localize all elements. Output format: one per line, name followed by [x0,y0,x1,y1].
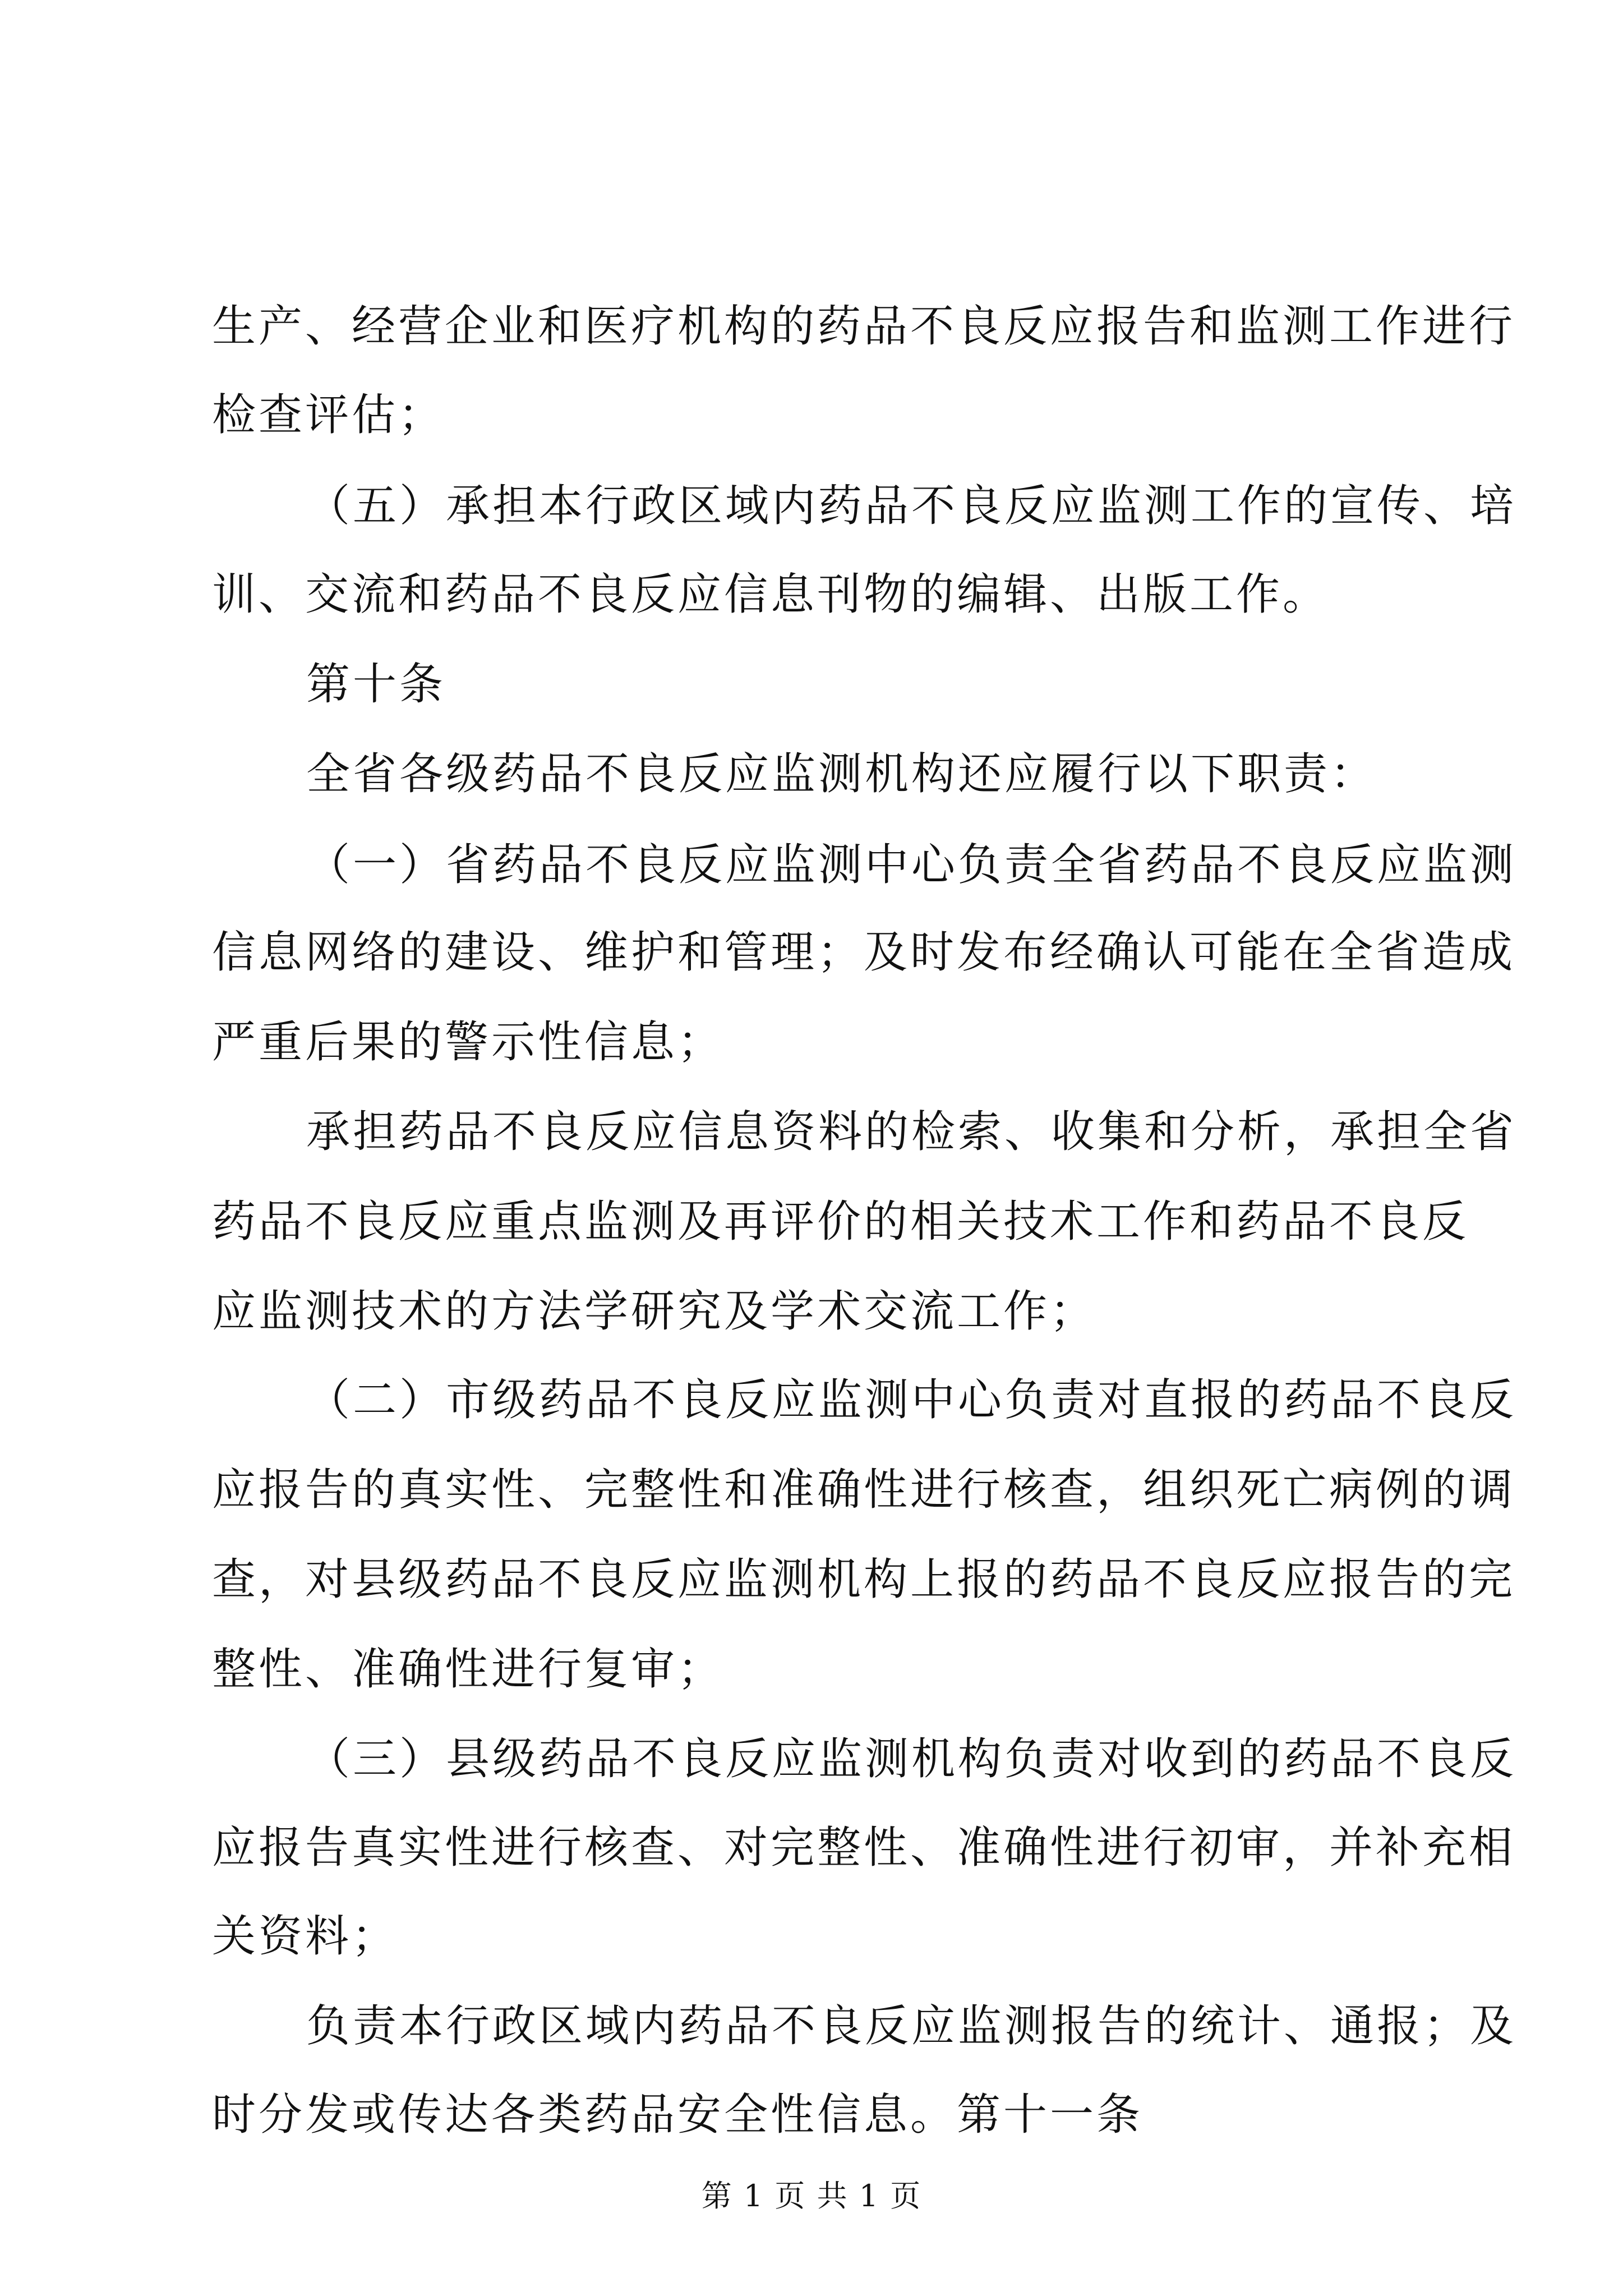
text-line: 应监测技术的方法学研究及学术交流工作； [212,1286,1097,1337]
text-line: （一）省药品不良反应监测中心负责全省药品不良反应监测 [306,840,1517,890]
text-line: 信息网络的建设、维护和管理；及时发布经确认可能在全省造成 [212,927,1516,978]
text-line: 检查评估； [212,390,445,440]
section-heading: 第十条 [306,659,446,710]
text-line: 整性、准确性进行复审； [212,1644,725,1695]
text-line: （三）县级药品不良反应监测机构负责对收到的药品不良反 [306,1734,1517,1784]
text-line: 应报告的真实性、完整性和准确性进行核查，组织死亡病例的调 [212,1465,1516,1515]
text-line: 时分发或传达各类药品安全性信息。第十一条 [212,2090,1144,2140]
text-line: 查，对县级药品不良反应监测机构上报的药品不良反应报告的完 [212,1554,1516,1605]
text-line: （二）市级药品不良反应监测中心负责对直报的药品不良反 [306,1375,1517,1425]
text-line: 生产、经营企业和医疗机构的药品不良反应报告和监测工作进行 [212,301,1516,352]
text-line: 应报告真实性进行核查、对完整性、准确性进行初审，并补充相 [212,1823,1516,1873]
text-line: 药品不良反应重点监测及再评价的相关技术工作和药品不良反 [212,1197,1469,1247]
text-line: 关资料； [212,1911,399,1962]
text-line: 承担药品不良反应信息资料的检索、收集和分析，承担全省 [306,1107,1517,1157]
text-line: 全省各级药品不良反应监测机构还应履行以下职责： [306,749,1377,799]
text-line: 训、交流和药品不良反应信息刊物的编辑、出版工作。 [212,569,1330,620]
text-line: 严重后果的警示性信息； [212,1017,725,1068]
text-line: 负责本行政区域内药品不良反应监测报告的统计、通报；及 [306,2001,1517,2051]
page-footer: 第 1 页 共 1 页 [701,2178,922,2214]
text-line: （五）承担本行政区域内药品不良反应监测工作的宣传、培 [306,481,1517,531]
